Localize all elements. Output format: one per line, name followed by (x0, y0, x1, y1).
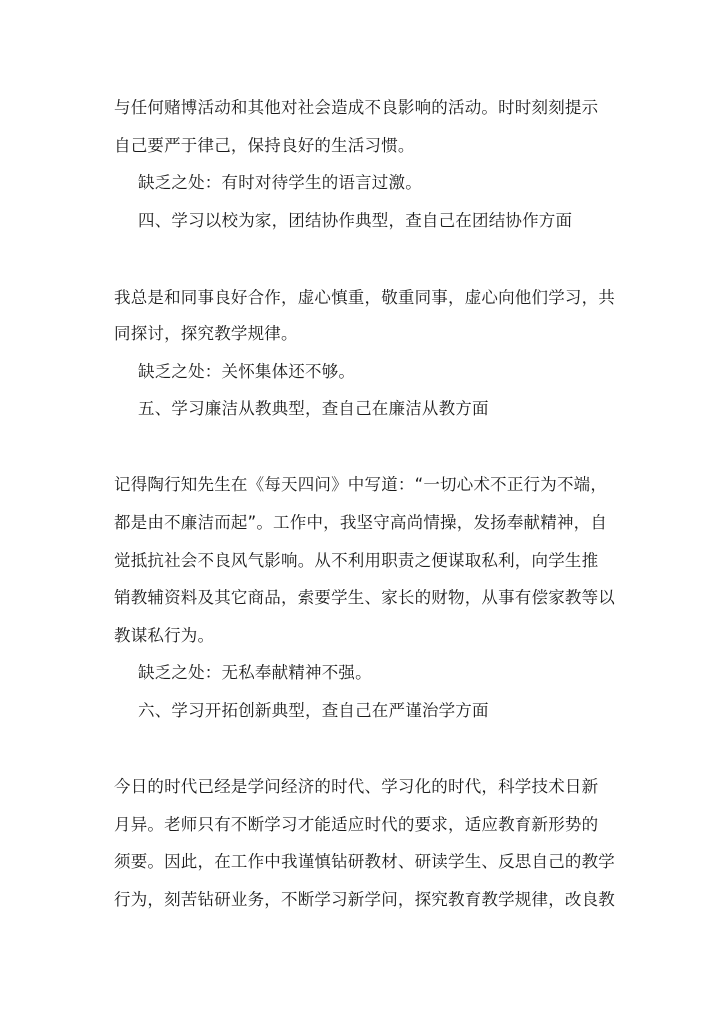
paragraph-line: 都是由不廉洁而起”。工作中，我坚守高尚情操，发扬奉献精神，自 (114, 513, 608, 532)
paragraph-line: 同探讨，探究教学规律。 (114, 324, 298, 343)
paragraph-line: 月异。老师只有不断学习才能适应时代的要求，适应教育新形势的 (114, 815, 599, 834)
paragraph-line: 行为，刻苦钻研业务，不断学习新学问，探究教育教学规律，改良教 (114, 890, 615, 909)
paragraph-line: 销教辅资料及其它商品，索要学生、家长的财物，从事有偿家教等以 (114, 588, 615, 607)
paragraph-line: 自己要严于律己，保持良好的生活习惯。 (114, 136, 415, 155)
section-heading: 四、学习以校为家，团结协作典型，查自己在团结协作方面 (138, 211, 573, 230)
paragraph-line: 与任何赌博活动和其他对社会造成不良影响的活动。时时刻刻提示 (114, 98, 599, 117)
paragraph-line: 教谋私行为。 (114, 626, 215, 645)
shortcoming-line: 缺乏之处：关怀集体还不够。 (138, 362, 356, 381)
shortcoming-line: 缺乏之处：有时对待学生的语言过激。 (138, 173, 422, 192)
section-heading: 六、学习开拓创新典型，查自己在严谨治学方面 (138, 701, 489, 720)
paragraph-line: 今日的时代已经是学问经济的时代、学习化的时代，科学技术日新 (114, 777, 599, 796)
section-heading: 五、学习廉洁从教典型，查自己在廉洁从教方面 (138, 399, 489, 418)
paragraph-line: 记得陶行知先生在《每天四问》中写道：“一切心术不正行为不端， (114, 475, 608, 494)
paragraph-line: 我总是和同事良好合作，虚心慎重，敬重同事，虚心向他们学习，共 (114, 288, 615, 307)
paragraph-line: 觉抵抗社会不良风气影响。从不利用职责之便谋取私利，向学生推 (114, 551, 599, 570)
shortcoming-line: 缺乏之处：无私奉献精神不强。 (138, 663, 372, 682)
paragraph-line: 须要。因此，在工作中我谨慎钻研教材、研读学生、反思自己的教学 (114, 852, 615, 871)
